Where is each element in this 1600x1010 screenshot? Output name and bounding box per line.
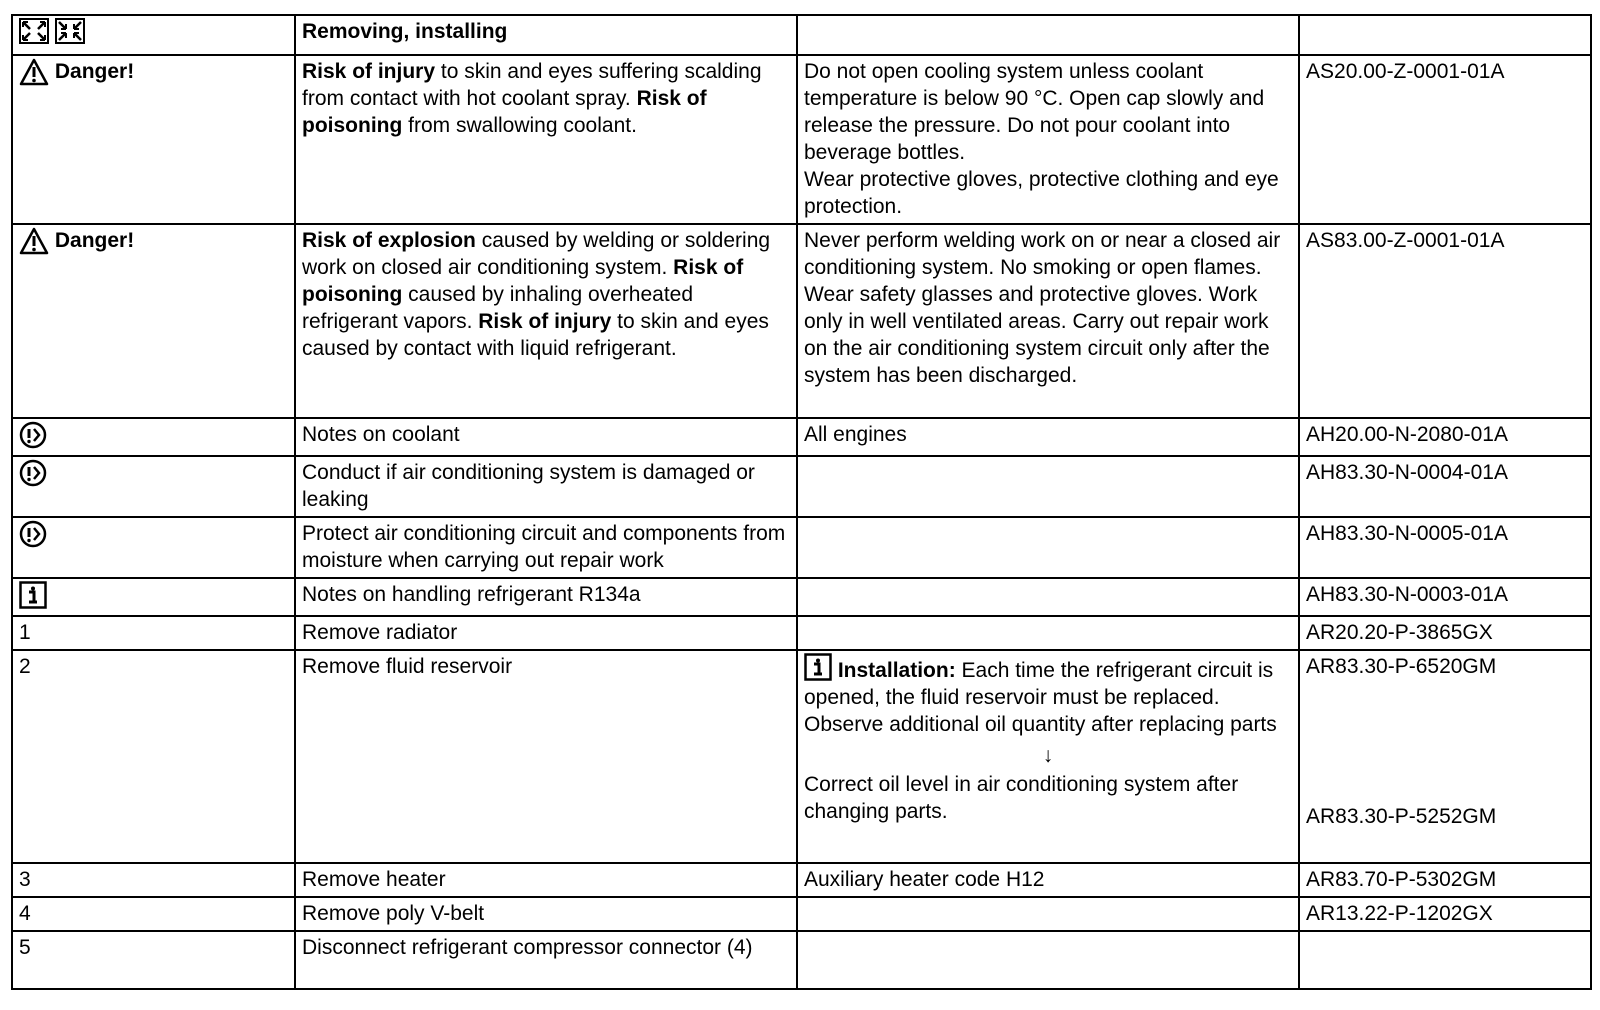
installation-note: [804, 653, 1292, 738]
note-info: [797, 578, 1299, 616]
step-row: [12, 650, 1591, 863]
warning-triangle-icon: [19, 58, 49, 86]
installation-label: Installation:: [837, 659, 956, 682]
step-number: 2: [12, 650, 295, 863]
danger-label: Danger!: [54, 229, 135, 252]
note-info: All engines: [797, 418, 1299, 456]
note-row: [12, 456, 1591, 517]
note-circle-icon: [19, 459, 47, 487]
risk-description: [295, 224, 797, 418]
reference-cell: [1299, 650, 1591, 863]
risk-text: to skin and eyes suffering scalding from contact with hot coolant spray.: [302, 60, 762, 110]
note-info: [797, 517, 1299, 578]
safety-measures: [797, 55, 1299, 224]
risk-text: to skin and eyes caused by contact with liquid refrigerant.: [302, 310, 769, 360]
reference-code: [1299, 931, 1591, 989]
follow-up-text: Correct oil level in air conditioning system after changing parts.: [804, 773, 1239, 823]
risk-text: caused by inhaling overheated refrigerant vapors.: [302, 283, 694, 333]
step-text: Remove heater: [295, 863, 797, 897]
header-row: [12, 15, 1591, 55]
reference-code: AH83.30-N-0005-01A: [1299, 517, 1591, 578]
info-box-icon: [19, 581, 47, 609]
note-text: Notes on handling refrigerant R134a: [295, 578, 797, 616]
note-row: [12, 418, 1591, 456]
risk-term: Risk of injury: [478, 310, 612, 333]
install-icon: [55, 18, 85, 44]
reference-code: AR20.20-P-3865GX: [1299, 616, 1591, 650]
note-circle-icon: [19, 520, 47, 548]
step-row: [12, 931, 1591, 989]
remove-icon: [19, 18, 49, 44]
danger-row: [12, 224, 1591, 418]
step-number: 5: [12, 931, 295, 989]
reference-code: AH83.30-N-0004-01A: [1299, 456, 1591, 517]
risk-text: caused by welding or soldering work on closed air conditioning system.: [302, 229, 771, 279]
step-text: Disconnect refrigerant compressor connector (4): [295, 931, 797, 989]
down-arrow-icon: ↓: [1042, 744, 1054, 767]
note-text: Conduct if air conditioning system is damaged or leaking: [295, 456, 797, 517]
risk-term: Risk of injury: [302, 60, 436, 83]
reference-code: AR83.30-P-6520GM: [1306, 655, 1497, 678]
header-title: Removing, installing: [295, 15, 797, 55]
danger-row: [12, 55, 1591, 224]
note-circle-icon: [19, 421, 47, 449]
step-info: [797, 931, 1299, 989]
step-row: [12, 863, 1591, 897]
measures-text: Never perform welding work on or near a closed air conditioning system. No smoking or open flames. Wear safety glasses and protective gloves. Work only in well ventilated areas. Carry out repair work on the air conditioning system circuit only after the system has been discharged.: [804, 229, 1281, 387]
reference-code: AS20.00-Z-0001-01A: [1299, 55, 1591, 224]
installation-text: Each time the refrigerant circuit is opened, the fluid reservoir must be replaced. Observe additional oil quantity after replacing parts: [804, 659, 1277, 736]
reference-code: AR13.22-P-1202GX: [1299, 897, 1591, 931]
step-info: [797, 650, 1299, 863]
note-row: [12, 517, 1591, 578]
risk-term: Risk of poisoning: [302, 87, 707, 137]
measures-text-2: Wear protective gloves, protective clothing and eye protection.: [804, 168, 1279, 218]
step-row: [12, 897, 1591, 931]
danger-label-cell: [12, 224, 295, 418]
risk-term: Risk of explosion: [302, 229, 476, 252]
reference-code: AH83.30-N-0003-01A: [1299, 578, 1591, 616]
danger-label-cell: [12, 55, 295, 224]
step-info: Auxiliary heater code H12: [797, 863, 1299, 897]
risk-description: [295, 55, 797, 224]
step-text: Remove radiator: [295, 616, 797, 650]
safety-measures: [797, 224, 1299, 418]
header-empty-4: [1299, 15, 1591, 55]
note-icon-cell: [12, 517, 295, 578]
note-row: [12, 578, 1591, 616]
step-row: [12, 616, 1591, 650]
reference-code: AS83.00-Z-0001-01A: [1299, 224, 1591, 418]
step-number: 4: [12, 897, 295, 931]
risk-term: Risk of poisoning: [302, 256, 744, 306]
note-icon-cell: [12, 456, 295, 517]
note-icon-cell: [12, 418, 295, 456]
step-text: Remove fluid reservoir: [295, 650, 797, 863]
risk-text: from swallowing coolant.: [402, 114, 637, 137]
danger-label: Danger!: [54, 60, 135, 83]
info-box-icon: [804, 653, 832, 681]
header-icons-cell: [12, 15, 295, 55]
step-info: [797, 897, 1299, 931]
reference-code: AR83.70-P-5302GM: [1299, 863, 1591, 897]
step-text: Remove poly V-belt: [295, 897, 797, 931]
note-text: Protect air conditioning circuit and components from moisture when carrying out repair work: [295, 517, 797, 578]
note-text: Notes on coolant: [295, 418, 797, 456]
reference-code: AH20.00-N-2080-01A: [1299, 418, 1591, 456]
step-info: [797, 616, 1299, 650]
procedure-table: [11, 14, 1592, 990]
warning-triangle-icon: [19, 227, 49, 255]
measures-text: Do not open cooling system unless coolant temperature is below 90 °C. Open cap slowly and release the pressure. Do not pour coolant into beverage bottles.: [804, 60, 1265, 164]
note-info: [797, 456, 1299, 517]
step-number: 3: [12, 863, 295, 897]
reference-spacer: [1306, 680, 1584, 803]
step-number: 1: [12, 616, 295, 650]
note-icon-cell: [12, 578, 295, 616]
reference-code-2: AR83.30-P-5252GM: [1306, 805, 1497, 828]
header-empty-3: [797, 15, 1299, 55]
